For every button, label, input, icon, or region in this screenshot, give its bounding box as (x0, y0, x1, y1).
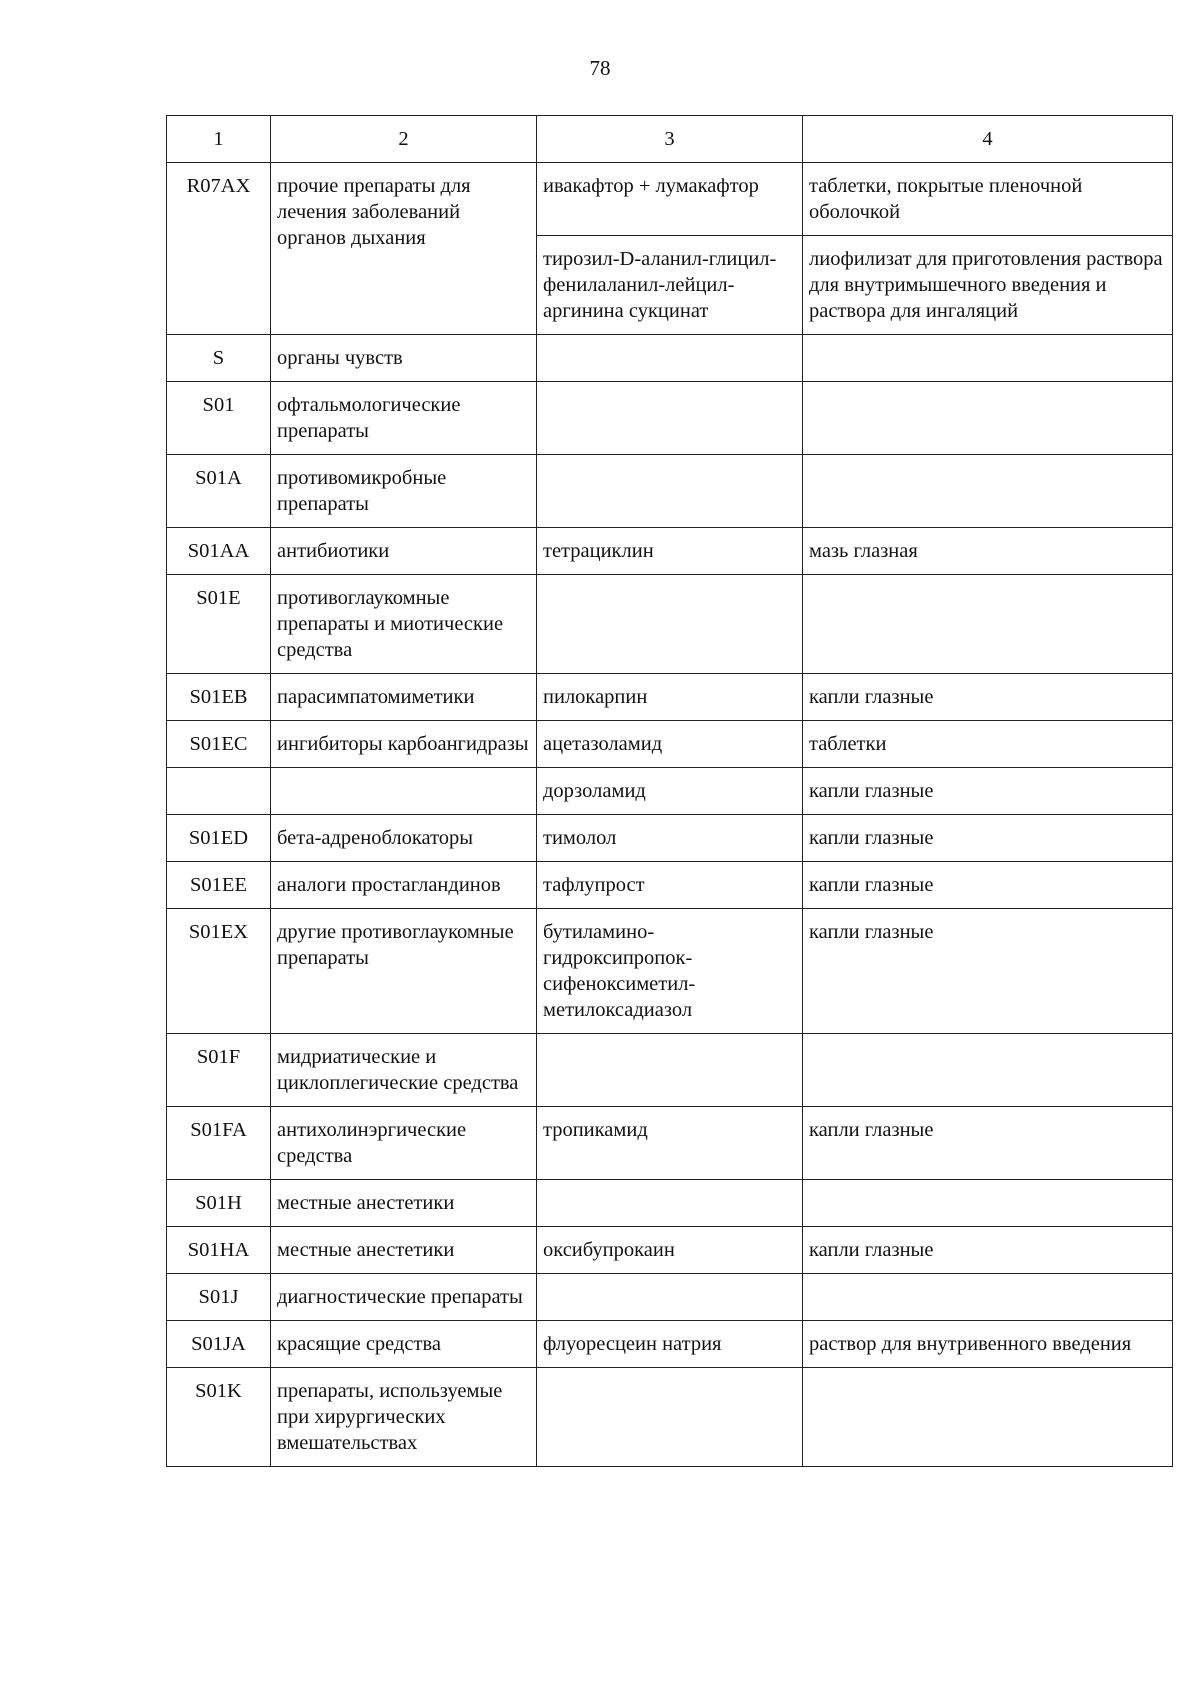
dosage-form-cell (803, 1180, 1173, 1227)
drug-name-cell (537, 1180, 803, 1227)
dosage-form-cell: капли глазные (803, 1107, 1173, 1180)
table-row (167, 528, 1173, 575)
group-name-cell: аналоги простагландинов (271, 862, 537, 909)
dosage-form-cell (803, 1274, 1173, 1321)
group-name-cell: антибиотики (271, 528, 537, 575)
atc-code-cell: S01AA (167, 528, 271, 575)
group-name-cell: антихолинэргические средства (271, 1107, 537, 1180)
dosage-form-cell: таблетки (803, 721, 1173, 768)
atc-code-cell: S01 (167, 382, 271, 455)
column-number-1: 1 (167, 116, 271, 163)
table-header-row (167, 116, 1173, 163)
table-row (167, 1107, 1173, 1180)
atc-code-cell: S01J (167, 1274, 271, 1321)
atc-code-cell: S01ED (167, 815, 271, 862)
dosage-form-cell: капли глазные (803, 768, 1173, 815)
atc-code-cell: S01A (167, 455, 271, 528)
table-row (167, 674, 1173, 721)
dosage-form-cell: капли глазные (803, 862, 1173, 909)
table-row (167, 862, 1173, 909)
group-name-cell: ингибиторы карбоангидразы (271, 721, 537, 768)
atc-code-cell: S01K (167, 1368, 271, 1467)
table-row (167, 335, 1173, 382)
column-number-3: 3 (537, 116, 803, 163)
drug-name-cell (537, 1274, 803, 1321)
group-name-cell: бета-адреноблокаторы (271, 815, 537, 862)
atc-code-cell: S01EB (167, 674, 271, 721)
atc-code-cell: R07AX (167, 163, 271, 335)
table-row (167, 721, 1173, 768)
atc-code-cell: S (167, 335, 271, 382)
drug-name-cell (537, 382, 803, 455)
atc-code-cell: S01EC (167, 721, 271, 768)
table-row (167, 1034, 1173, 1107)
table-row (167, 575, 1173, 674)
group-name-cell: органы чувств (271, 335, 537, 382)
dosage-form-cell (803, 575, 1173, 674)
drug-name-cell: флуоресцеин натрия (537, 1321, 803, 1368)
drug-name-cell: оксибупрокаин (537, 1227, 803, 1274)
dosage-form-cell (803, 335, 1173, 382)
dosage-form-cell: раствор для внутривенного введения (803, 1321, 1173, 1368)
table-row (167, 382, 1173, 455)
group-name-cell: другие противоглаукомные препараты (271, 909, 537, 1034)
drug-name-cell (537, 575, 803, 674)
dosage-form-cell: капли глазные (803, 674, 1173, 721)
drug-name-cell (537, 455, 803, 528)
column-number-4: 4 (803, 116, 1173, 163)
table-row (167, 815, 1173, 862)
group-name-cell: парасимпатомиметики (271, 674, 537, 721)
table-row (167, 455, 1173, 528)
table-row (167, 1321, 1173, 1368)
drug-name-cell: дорзоламид (537, 768, 803, 815)
table-row (167, 768, 1173, 815)
dosage-form-cell (803, 455, 1173, 528)
group-name-cell: красящие средства (271, 1321, 537, 1368)
drug-name-cell: тропикамид (537, 1107, 803, 1180)
drug-name-cell (537, 1034, 803, 1107)
drug-name-cell (537, 1368, 803, 1467)
atc-code-cell: S01HA (167, 1227, 271, 1274)
page-number: 78 (589, 56, 611, 80)
atc-code-cell (167, 768, 271, 815)
atc-code-cell: S01EE (167, 862, 271, 909)
table-row (167, 1274, 1173, 1321)
drug-name-cell: тетрациклин (537, 528, 803, 575)
group-name-cell: мидриатические и циклоплегические средства (271, 1034, 537, 1107)
drug-name-cell: пилокарпин (537, 674, 803, 721)
dosage-form-cell: капли глазные (803, 909, 1173, 1034)
drug-name-cell: ацетазоламид (537, 721, 803, 768)
dosage-form-cell (803, 1034, 1173, 1107)
atc-code-cell: S01JA (167, 1321, 271, 1368)
group-name-cell: местные анестетики (271, 1180, 537, 1227)
atc-code-cell: S01F (167, 1034, 271, 1107)
dosage-form-cell: таблетки, покрытые пленочной оболочкой (803, 163, 1173, 236)
group-name-cell: офтальмологические препараты (271, 382, 537, 455)
group-name-cell: прочие препараты для лечения заболеваний органов дыхания (271, 163, 537, 335)
table-row (167, 1227, 1173, 1274)
table-row (167, 1368, 1173, 1467)
group-name-cell (271, 768, 537, 815)
table-row (167, 163, 1173, 236)
dosage-form-cell (803, 382, 1173, 455)
atc-code-cell: S01H (167, 1180, 271, 1227)
group-name-cell: противоглаукомные препараты и миотические средства (271, 575, 537, 674)
drug-name-cell: тирозил-D-аланил-глицил-фенилаланил-лейцил-аргинина сукцинат (537, 236, 803, 335)
column-number-2: 2 (271, 116, 537, 163)
atc-code-cell: S01EX (167, 909, 271, 1034)
drug-name-cell (537, 335, 803, 382)
group-name-cell: противомикробные препараты (271, 455, 537, 528)
table-row (167, 1180, 1173, 1227)
dosage-form-cell: мазь глазная (803, 528, 1173, 575)
table-row (167, 909, 1173, 1034)
drug-name-cell: тафлупрост (537, 862, 803, 909)
drug-table (166, 115, 1173, 1467)
drug-name-cell: ивакафтор + лумакафтор (537, 163, 803, 236)
atc-code-cell: S01FA (167, 1107, 271, 1180)
group-name-cell: диагностические препараты (271, 1274, 537, 1321)
group-name-cell: препараты, используемые при хирургических вмешательствах (271, 1368, 537, 1467)
group-name-cell: местные анестетики (271, 1227, 537, 1274)
drug-name-cell: тимолол (537, 815, 803, 862)
drug-name-cell: бутиламино-гидроксипропок-сифеноксиметил-метилоксадиазол (537, 909, 803, 1034)
dosage-form-cell: капли глазные (803, 815, 1173, 862)
atc-code-cell: S01E (167, 575, 271, 674)
dosage-form-cell: капли глазные (803, 1227, 1173, 1274)
dosage-form-cell: лиофилизат для приготовления раствора для внутримышечного введения и раствора для ингаляций (803, 236, 1173, 335)
dosage-form-cell (803, 1368, 1173, 1467)
